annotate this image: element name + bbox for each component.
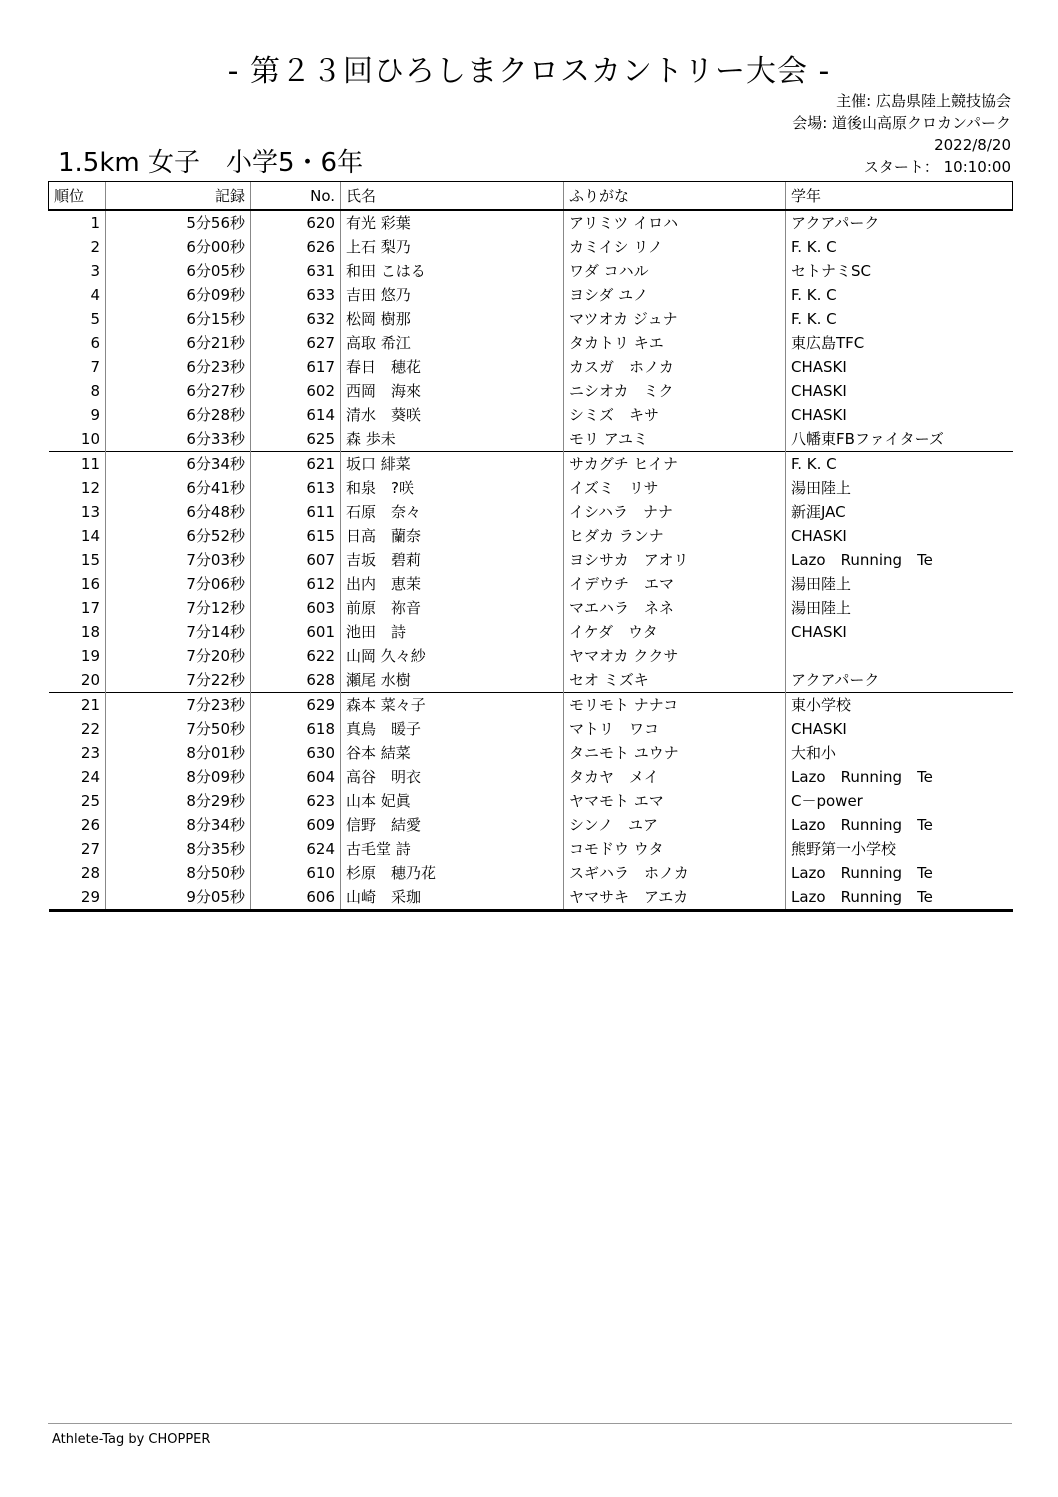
cell-bib: 617	[251, 355, 341, 379]
cell-time: 7分06秒	[106, 572, 251, 596]
cell-furigana: カスガ ホノカ	[564, 355, 786, 379]
cell-team: CHASKI	[786, 524, 1013, 548]
cell-team: アクアパーク	[786, 668, 1013, 693]
cell-bib: 614	[251, 403, 341, 427]
table-row	[49, 379, 1013, 403]
cell-bib: 606	[251, 885, 341, 911]
cell-bib: 633	[251, 283, 341, 307]
table-row	[49, 693, 1013, 718]
table-row	[49, 235, 1013, 259]
table-row	[49, 355, 1013, 379]
cell-bib: 602	[251, 379, 341, 403]
table-row	[49, 331, 1013, 355]
cell-bib: 621	[251, 452, 341, 477]
cell-furigana: イケダ ウタ	[564, 620, 786, 644]
cell-team	[786, 644, 1013, 668]
cell-time: 6分28秒	[106, 403, 251, 427]
cell-time: 8分35秒	[106, 837, 251, 861]
cell-rank: 25	[80, 792, 100, 810]
header-furigana: ふりがな	[564, 182, 786, 211]
cell-rank: 23	[80, 744, 100, 762]
cell-name: 上石 梨乃	[341, 235, 564, 259]
cell-furigana: セオ ミズキ	[564, 668, 786, 693]
cell-furigana: ニシオカ ミク	[564, 379, 786, 403]
cell-team: 熊野第一小学校	[786, 837, 1013, 861]
cell-time: 7分03秒	[106, 548, 251, 572]
cell-name: 高谷 明衣	[341, 765, 564, 789]
cell-furigana: ヤマモト エマ	[564, 789, 786, 813]
cell-name: 和泉 ?咲	[341, 476, 564, 500]
cell-team: 新涯JAC	[786, 500, 1013, 524]
cell-name: 前原 祢音	[341, 596, 564, 620]
cell-furigana: ヒダカ ランナ	[564, 524, 786, 548]
cell-time: 6分23秒	[106, 355, 251, 379]
cell-name: 出内 恵茉	[341, 572, 564, 596]
cell-rank: 12	[80, 479, 100, 497]
cell-team: C－power	[786, 789, 1013, 813]
cell-bib: 610	[251, 861, 341, 885]
cell-name: 山本 妃眞	[341, 789, 564, 813]
header-row	[49, 182, 1013, 211]
cell-rank: 1	[49, 210, 106, 235]
cell-team: CHASKI	[786, 355, 1013, 379]
table-row	[49, 210, 1013, 235]
cell-time: 6分33秒	[106, 427, 251, 452]
cell-bib: 604	[251, 765, 341, 789]
cell-time: 6分48秒	[106, 500, 251, 524]
cell-furigana: カミイシ リノ	[564, 235, 786, 259]
cell-rank: 22	[80, 720, 100, 738]
header-rank: 順位	[49, 182, 106, 211]
table-row	[49, 259, 1013, 283]
cell-bib: 603	[251, 596, 341, 620]
cell-furigana: ヨシサカ アオリ	[564, 548, 786, 572]
table-row	[49, 885, 1013, 911]
cell-team: CHASKI	[786, 379, 1013, 403]
cell-team: CHASKI	[786, 620, 1013, 644]
header-team: 学年	[786, 182, 1013, 211]
cell-rank: 11	[49, 452, 106, 477]
cell-bib: 629	[251, 693, 341, 718]
cell-time: 8分50秒	[106, 861, 251, 885]
cell-time: 9分05秒	[106, 885, 251, 911]
event-title: - 第２３回ひろしまクロスカントリー大会 -	[227, 54, 831, 89]
cell-bib: 618	[251, 717, 341, 741]
cell-time: 8分29秒	[106, 789, 251, 813]
cell-time: 6分21秒	[106, 331, 251, 355]
cell-name: 石原 奈々	[341, 500, 564, 524]
cell-rank: 6	[90, 334, 100, 352]
start-time: スタート： 10:10:00	[863, 158, 1011, 176]
table-row	[49, 572, 1013, 596]
cell-bib: 626	[251, 235, 341, 259]
header-name: 氏名	[341, 182, 564, 211]
cell-bib: 622	[251, 644, 341, 668]
cell-name: 春日 穂花	[341, 355, 564, 379]
cell-team: Lazo Running Te	[786, 548, 1013, 572]
cell-name: 谷本 結菜	[341, 741, 564, 765]
cell-bib: 613	[251, 476, 341, 500]
table-row	[49, 283, 1013, 307]
cell-name: 日高 蘭奈	[341, 524, 564, 548]
cell-time: 6分34秒	[106, 452, 251, 477]
cell-rank: 9	[90, 406, 100, 424]
table-row	[49, 837, 1013, 861]
cell-bib: 620	[251, 210, 341, 235]
cell-name: 山崎 采珈	[341, 885, 564, 911]
cell-rank: 4	[90, 286, 100, 304]
cell-furigana: タカトリ キエ	[564, 331, 786, 355]
table-row	[49, 813, 1013, 837]
cell-name: 古毛堂 詩	[341, 837, 564, 861]
cell-furigana: アリミツ イロハ	[564, 210, 786, 235]
cell-name: 西岡 海來	[341, 379, 564, 403]
cell-name: 坂口 緋菜	[341, 452, 564, 477]
table-row	[49, 765, 1013, 789]
cell-time: 7分23秒	[106, 693, 251, 718]
cell-furigana: コモドウ ウタ	[564, 837, 786, 861]
cell-bib: 631	[251, 259, 341, 283]
cell-time: 6分27秒	[106, 379, 251, 403]
cell-team: 湯田陸上	[786, 596, 1013, 620]
cell-team: 東小学校	[786, 693, 1013, 718]
table-row	[49, 644, 1013, 668]
cell-name: 松岡 樹那	[341, 307, 564, 331]
cell-team: F. K. C	[786, 452, 1013, 477]
organizer: 主催: 広島県陸上競技協会	[836, 92, 1011, 110]
cell-team: Lazo Running Te	[786, 885, 1013, 911]
table-row	[49, 741, 1013, 765]
cell-time: 8分01秒	[106, 741, 251, 765]
cell-furigana: タニモト ユウナ	[564, 741, 786, 765]
cell-rank: 24	[80, 768, 100, 786]
cell-bib: 611	[251, 500, 341, 524]
cell-furigana: シンノ ユア	[564, 813, 786, 837]
table-row	[49, 476, 1013, 500]
cell-time: 8分09秒	[106, 765, 251, 789]
cell-rank: 28	[80, 864, 100, 882]
cell-team: 湯田陸上	[786, 476, 1013, 500]
cell-time: 7分12秒	[106, 596, 251, 620]
cell-bib: 623	[251, 789, 341, 813]
cell-team: F. K. C	[786, 307, 1013, 331]
cell-name: 山岡 久々紗	[341, 644, 564, 668]
cell-team: Lazo Running Te	[786, 765, 1013, 789]
cell-bib: 609	[251, 813, 341, 837]
table-row	[49, 861, 1013, 885]
table-row	[49, 500, 1013, 524]
race-title: 1.5km 女子 小学5・6年	[58, 148, 364, 178]
cell-furigana: マトリ ワコ	[564, 717, 786, 741]
cell-team: Lazo Running Te	[786, 861, 1013, 885]
footer-credit: Athlete-Tag by CHOPPER	[52, 1432, 211, 1447]
cell-furigana: ヤマサキ アエカ	[564, 885, 786, 911]
cell-rank: 21	[49, 693, 106, 718]
event-meta	[792, 90, 1011, 178]
cell-furigana: モリモト ナナコ	[564, 693, 786, 718]
cell-furigana: ヨシダ ユノ	[564, 283, 786, 307]
cell-bib: 624	[251, 837, 341, 861]
cell-team: Lazo Running Te	[786, 813, 1013, 837]
table-row	[49, 668, 1013, 693]
cell-bib: 615	[251, 524, 341, 548]
cell-furigana: タカヤ メイ	[564, 765, 786, 789]
cell-bib: 630	[251, 741, 341, 765]
cell-team: 東広島TFC	[786, 331, 1013, 355]
cell-time: 7分20秒	[106, 644, 251, 668]
cell-furigana: イズミ リサ	[564, 476, 786, 500]
cell-bib: 627	[251, 331, 341, 355]
footer-divider	[48, 1423, 1012, 1424]
cell-bib: 632	[251, 307, 341, 331]
cell-time: 8分34秒	[106, 813, 251, 837]
cell-name: 森 歩未	[341, 427, 564, 452]
table-row	[49, 620, 1013, 644]
cell-bib: 607	[251, 548, 341, 572]
table-row	[49, 403, 1013, 427]
cell-team: 大和小	[786, 741, 1013, 765]
cell-rank: 2	[90, 238, 100, 256]
cell-name: 吉坂 碧莉	[341, 548, 564, 572]
cell-time: 7分14秒	[106, 620, 251, 644]
cell-name: 瀬尾 水樹	[341, 668, 564, 693]
cell-name: 池田 詩	[341, 620, 564, 644]
table-row	[49, 717, 1013, 741]
cell-bib: 601	[251, 620, 341, 644]
cell-rank: 29	[49, 885, 106, 911]
cell-name: 和田 こはる	[341, 259, 564, 283]
cell-time: 6分09秒	[106, 283, 251, 307]
table-row	[49, 789, 1013, 813]
cell-rank: 15	[80, 551, 100, 569]
cell-team: アクアパーク	[786, 210, 1013, 235]
cell-name: 有光 彩葉	[341, 210, 564, 235]
table-row	[49, 548, 1013, 572]
cell-team: 八幡東FBファイターズ	[786, 427, 1013, 452]
venue: 会場: 道後山高原クロカンパーク	[792, 114, 1011, 132]
cell-team: CHASKI	[786, 717, 1013, 741]
cell-name: 高取 希江	[341, 331, 564, 355]
cell-bib: 625	[251, 427, 341, 452]
cell-team: CHASKI	[786, 403, 1013, 427]
cell-bib: 628	[251, 668, 341, 693]
cell-rank: 20	[80, 671, 100, 689]
cell-team: 湯田陸上	[786, 572, 1013, 596]
cell-rank: 7	[90, 358, 100, 376]
cell-furigana: モリ アユミ	[564, 427, 786, 452]
cell-rank: 14	[80, 527, 100, 545]
cell-furigana: ヤマオカ ククサ	[564, 644, 786, 668]
cell-rank: 3	[90, 262, 100, 280]
cell-team: F. K. C	[786, 283, 1013, 307]
table-row	[49, 452, 1013, 477]
cell-rank: 27	[80, 840, 100, 858]
cell-time: 7分22秒	[106, 668, 251, 693]
cell-furigana: イシハラ ナナ	[564, 500, 786, 524]
cell-team: F. K. C	[786, 235, 1013, 259]
results-table	[48, 181, 1013, 912]
cell-time: 5分56秒	[106, 210, 251, 235]
cell-name: 信野 結愛	[341, 813, 564, 837]
header-time: 記録	[106, 182, 251, 211]
cell-name: 清水 葵咲	[341, 403, 564, 427]
cell-rank: 18	[80, 623, 100, 641]
cell-time: 7分50秒	[106, 717, 251, 741]
cell-name: 杉原 穂乃花	[341, 861, 564, 885]
cell-furigana: ワダ コハル	[564, 259, 786, 283]
cell-rank: 13	[80, 503, 100, 521]
cell-rank: 5	[90, 310, 100, 328]
cell-furigana: マツオカ ジュナ	[564, 307, 786, 331]
cell-furigana: シミズ キサ	[564, 403, 786, 427]
cell-time: 6分05秒	[106, 259, 251, 283]
cell-time: 6分52秒	[106, 524, 251, 548]
table-row	[49, 307, 1013, 331]
cell-name: 吉田 悠乃	[341, 283, 564, 307]
cell-furigana: マエハラ ネネ	[564, 596, 786, 620]
cell-name: 真鳥 暖子	[341, 717, 564, 741]
cell-furigana: スギハラ ホノカ	[564, 861, 786, 885]
header-bib: No.	[251, 182, 341, 211]
cell-rank: 10	[80, 430, 100, 448]
table-row	[49, 596, 1013, 620]
table-row	[49, 524, 1013, 548]
cell-time: 6分00秒	[106, 235, 251, 259]
table-row	[49, 427, 1013, 452]
cell-furigana: サカグチ ヒイナ	[564, 452, 786, 477]
cell-bib: 612	[251, 572, 341, 596]
cell-furigana: イデウチ エマ	[564, 572, 786, 596]
race-date: 2022/8/20	[934, 136, 1011, 154]
cell-rank: 17	[80, 599, 100, 617]
cell-rank: 16	[80, 575, 100, 593]
cell-rank: 19	[80, 647, 100, 665]
cell-rank: 26	[80, 816, 100, 834]
cell-rank: 8	[90, 382, 100, 400]
cell-time: 6分15秒	[106, 307, 251, 331]
cell-time: 6分41秒	[106, 476, 251, 500]
cell-team: セトナミSC	[786, 259, 1013, 283]
cell-name: 森本 菜々子	[341, 693, 564, 718]
